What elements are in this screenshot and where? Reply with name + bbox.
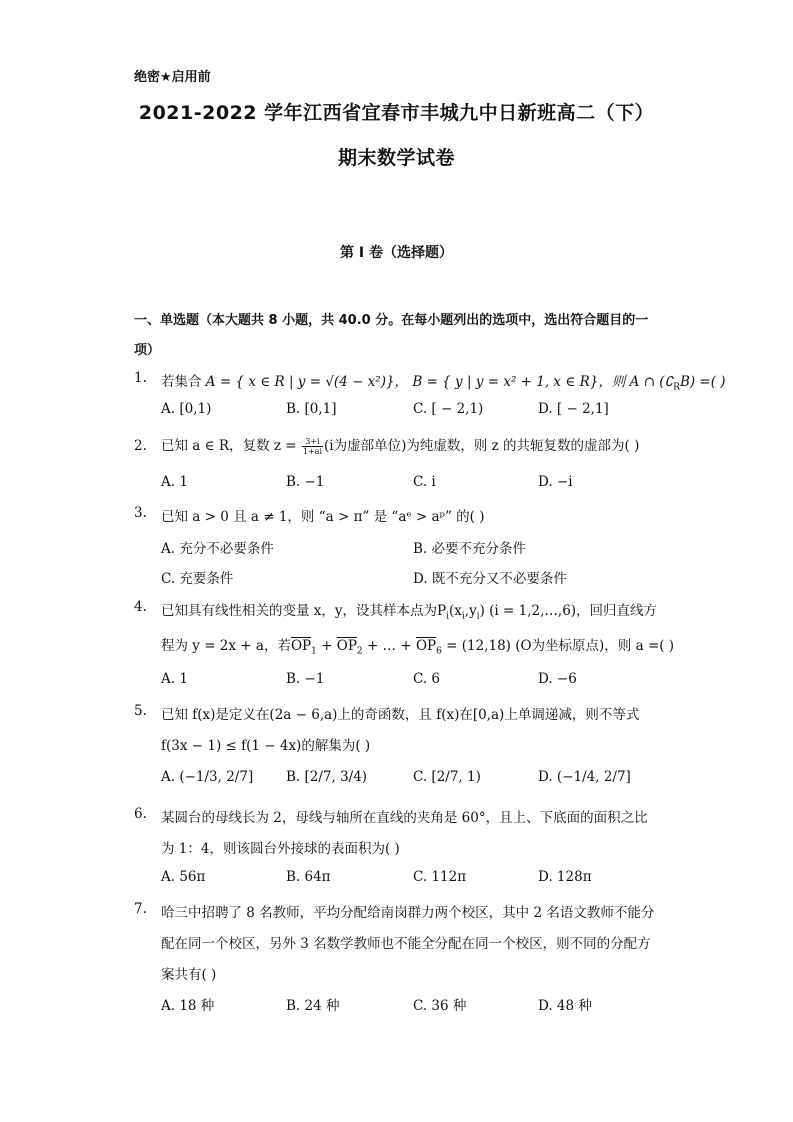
question-text-line3: 案共有( ) (161, 967, 217, 983)
question-text-line1: 哈三中招聘了 8 名教师，平均分配给南岗群力两个校区，其中 2 名语文教师不能分 (161, 905, 655, 921)
option-b[interactable]: B. 64π (286, 869, 331, 885)
question-text-line1: 已知 f(x)是定义在(2a − 6,a)上的奇函数，且 f(x)在[0,a)上单调递减，则不等式 (161, 707, 640, 723)
exam-title-line2: 期末数学试卷 (337, 147, 455, 169)
option-d[interactable]: D. 128π (538, 869, 592, 885)
question-number: 2. (134, 438, 147, 454)
option-b[interactable]: B. 24 种 (286, 998, 340, 1014)
question-number: 1. (134, 370, 147, 386)
option-c[interactable]: C. [2/7, 1) (413, 769, 481, 785)
secret-label: 绝密★启用前 (134, 70, 211, 85)
question-text-line1: 已知具有线性相关的变量 x，y，设其样本点为$P_i(x_i,y_i) (i$ = 1,2,…,6)，回归直线方 (161, 603, 658, 622)
fraction: $\frac{3+i}{1+ai}$ (302, 437, 323, 456)
option-a[interactable]: A. (−1/3, 2/7] (161, 769, 254, 785)
question-number: 6. (134, 806, 147, 822)
question-text-line2: 程为 y = 2x + a，若$\overline{OP}_1 + \overline{OP}_2$ + … + $\overline{OP}_6 = (12,18)$ (O为坐标原点)，则 a =( ) (161, 638, 675, 657)
option-d[interactable]: D. (−1/4, 2/7] (538, 769, 631, 785)
question-number: 5. (134, 703, 147, 719)
option-b[interactable]: B. 必要不充分条件 (413, 541, 527, 557)
question-text: 已知 a ∈ R，复数 z = $\frac{3+i}{1+ai}$ (i为虚部单位)为纯虚数，则 z 的共轭复数的虚部为( ) (161, 437, 640, 456)
option-c[interactable]: C. 36 种 (413, 998, 467, 1014)
question-number: 7. (134, 901, 147, 917)
option-c[interactable]: C. 112π (413, 869, 467, 885)
section-intro: 一、单选题（本大题共 8 小题，共 40.0 分。在每小题列出的选项中，选出符合题目的一项） (134, 313, 649, 358)
option-c[interactable]: C. 充要条件 (161, 571, 234, 587)
question-text-line2: f(3x − 1) ≤ f(1 − 4x)的解集为( ) (161, 738, 371, 754)
question-text: 已知 a > 0 且 a ≠ 1，则 “a > π” 是 “aᵉ > aᵖ” 的( ) (161, 509, 485, 525)
option-d[interactable]: D. 48 种 (538, 998, 592, 1014)
option-b[interactable]: B. [2/7, 3/4) (286, 769, 368, 785)
option-d[interactable]: D. 既不充分又不必要条件 (413, 571, 567, 587)
question-text: 若集合 A = { x ∈ R | y = √(4 − x²)}， B = { y | y = x² + 1, x ∈ R}，则 A ∩ $(∁_RB)$ =( ) (161, 374, 726, 393)
question-text-line2: 为 1：4，则该圆台外接球的表面积为( ) (161, 841, 400, 857)
question-number: 4. (134, 599, 147, 615)
part-label: 第 I 卷（选择题） (340, 245, 453, 261)
option-a[interactable]: A. 56π (161, 869, 206, 885)
option-b[interactable]: B. −1 (286, 474, 325, 490)
option-d[interactable]: D. −i (538, 474, 573, 490)
option-a[interactable]: A. 充分不必要条件 (161, 541, 274, 557)
option-c[interactable]: C. i (413, 474, 436, 490)
option-d[interactable]: D. [ − 2,1] (538, 401, 609, 417)
option-c[interactable]: C. [ − 2,1) (413, 401, 484, 417)
option-b[interactable]: B. −1 (286, 671, 325, 687)
question-text-line1: 某圆台的母线长为 2，母线与轴所在直线的夹角是 60°，且上、下底面的面积之比 (161, 810, 648, 826)
option-b[interactable]: B. [0,1] (286, 401, 337, 417)
option-c[interactable]: C. 6 (413, 671, 441, 687)
option-a[interactable]: A. [0,1) (161, 401, 212, 417)
option-a[interactable]: A. 1 (161, 671, 188, 687)
question-text-line2: 配在同一个校区，另外 3 名数学教师也不能全分配在同一个校区，则不同的分配方 (161, 936, 651, 952)
exam-title-line1: 2021-2022 学年江西省宜春市丰城九中日新班高二（下） (138, 102, 655, 124)
option-d[interactable]: D. −6 (538, 671, 577, 687)
option-a[interactable]: A. 1 (161, 474, 188, 490)
option-a[interactable]: A. 18 种 (161, 998, 215, 1014)
question-number: 3. (134, 505, 147, 521)
